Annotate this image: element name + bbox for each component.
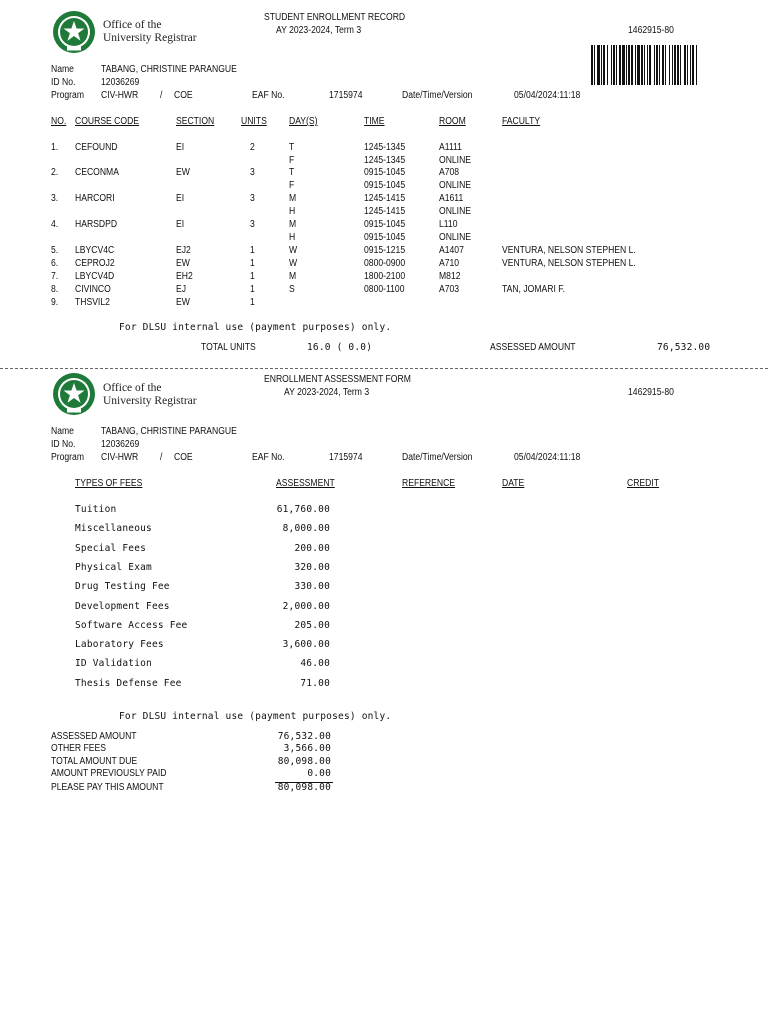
course-room: A703 bbox=[439, 284, 460, 295]
course-time: 0800-0900 bbox=[364, 258, 406, 269]
brand-line-2: University Registrar bbox=[103, 395, 197, 407]
summary-amount: 80,098.00 bbox=[277, 756, 331, 767]
tear-off-divider bbox=[0, 368, 768, 369]
summary-label: OTHER FEES bbox=[51, 743, 106, 754]
course-time: 0915-1045 bbox=[364, 232, 406, 243]
university-seal-icon bbox=[52, 372, 96, 416]
summary-label: PLEASE PAY THIS AMOUNT bbox=[51, 782, 164, 793]
course-time: 1245-1345 bbox=[364, 142, 406, 153]
summary-label: ASSESSED AMOUNT bbox=[51, 731, 137, 742]
course-units: 3 bbox=[250, 193, 255, 204]
header-no: NO. bbox=[51, 116, 67, 127]
course-no: 1. bbox=[51, 142, 59, 153]
course-no: 8. bbox=[51, 284, 59, 295]
course-time: 0800-1100 bbox=[364, 284, 405, 295]
course-time: 1245-1415 bbox=[364, 206, 406, 217]
course-room: ONLINE bbox=[439, 155, 472, 166]
course-day: H bbox=[289, 206, 296, 217]
course-units: 2 bbox=[250, 142, 255, 153]
course-faculty: VENTURA, NELSON STEPHEN L. bbox=[502, 245, 636, 256]
header-section: SECTION bbox=[176, 116, 215, 127]
name-label: Name bbox=[51, 64, 74, 75]
course-room: A1611 bbox=[439, 193, 464, 204]
course-room: A710 bbox=[439, 258, 460, 269]
assessment-title: ENROLLMENT ASSESSMENT FORM bbox=[264, 374, 411, 385]
fee-label: Special Fees bbox=[75, 542, 147, 554]
college-value: COE bbox=[174, 90, 193, 101]
record-assessed-label: ASSESSED AMOUNT bbox=[490, 342, 576, 353]
registrar-brand bbox=[103, 19, 197, 45]
course-code: HARCORI bbox=[75, 193, 115, 204]
course-day: M bbox=[289, 219, 297, 230]
eaf-label: EAF No. bbox=[252, 452, 285, 463]
course-section: EH2 bbox=[176, 271, 193, 282]
course-room: ONLINE bbox=[439, 232, 472, 243]
assessment-term: AY 2023-2024, Term 3 bbox=[284, 387, 370, 398]
course-code: THSVIL2 bbox=[75, 297, 110, 308]
summary-label: AMOUNT PREVIOUSLY PAID bbox=[51, 768, 167, 779]
fee-amount: 2,000.00 bbox=[282, 600, 330, 612]
course-units: 1 bbox=[250, 271, 255, 282]
summary-amount: 3,566.00 bbox=[283, 743, 331, 754]
course-section: EJ2 bbox=[176, 245, 191, 256]
course-room: A1111 bbox=[439, 142, 462, 153]
id-label: ID No. bbox=[51, 77, 76, 88]
course-day: W bbox=[289, 245, 298, 256]
registrar-brand bbox=[103, 382, 197, 408]
total-units-label: TOTAL UNITS bbox=[201, 342, 256, 353]
course-code: CECONMA bbox=[75, 167, 119, 178]
course-code: CEPROJ2 bbox=[75, 258, 115, 269]
header-time: TIME bbox=[364, 116, 385, 127]
course-faculty: TAN, JOMARI F. bbox=[502, 284, 565, 295]
course-code: LBYCV4D bbox=[75, 271, 115, 282]
course-time: 0915-1045 bbox=[364, 219, 406, 230]
brand-line-1: Office of the bbox=[103, 19, 162, 31]
barcode-icon bbox=[591, 45, 718, 85]
course-no: 3. bbox=[51, 193, 59, 204]
header-units: UNITS bbox=[241, 116, 267, 127]
university-seal-icon bbox=[52, 10, 96, 54]
course-room: A1407 bbox=[439, 245, 464, 256]
program-value: CIV-HWR bbox=[101, 90, 139, 101]
course-units: 1 bbox=[250, 297, 255, 308]
course-room: A708 bbox=[439, 167, 460, 178]
fee-label: Tuition bbox=[75, 504, 117, 515]
course-day: T bbox=[289, 142, 295, 153]
fee-label: Development Fees bbox=[75, 600, 170, 612]
summary-amount: 76,532.00 bbox=[277, 731, 331, 742]
program-separator: / bbox=[160, 452, 163, 463]
summary-label: TOTAL AMOUNT DUE bbox=[51, 756, 138, 767]
course-time: 0915-1045 bbox=[364, 167, 406, 178]
header-credit: CREDIT bbox=[627, 478, 660, 489]
course-no: 7. bbox=[51, 271, 59, 282]
fee-amount: 330.00 bbox=[294, 581, 330, 593]
course-no: 4. bbox=[51, 219, 59, 230]
record-assessed-value: 76,532.00 bbox=[657, 342, 711, 353]
course-time: 0915-1045 bbox=[364, 180, 406, 191]
course-time: 1800-2100 bbox=[364, 271, 406, 282]
course-section: EW bbox=[176, 297, 190, 308]
course-room: L110 bbox=[439, 219, 458, 230]
record-term: AY 2023-2024, Term 3 bbox=[276, 25, 362, 36]
course-units: 3 bbox=[250, 219, 255, 230]
eaf-label: EAF No. bbox=[252, 90, 285, 101]
course-code: CEFOUND bbox=[75, 142, 118, 153]
course-units: 1 bbox=[250, 245, 255, 256]
course-day: M bbox=[289, 271, 297, 282]
course-day: M bbox=[289, 193, 297, 204]
course-section: EI bbox=[176, 142, 185, 153]
record-title: STUDENT ENROLLMENT RECORD bbox=[264, 12, 406, 23]
course-units: 1 bbox=[250, 258, 255, 269]
fee-amount: 205.00 bbox=[294, 619, 330, 631]
dtv-label: Date/Time/Version bbox=[402, 90, 473, 101]
course-no: 9. bbox=[51, 297, 59, 308]
record-ref-no: 1462915-80 bbox=[628, 25, 674, 36]
course-section: EI bbox=[176, 219, 185, 230]
header-types-of-fees: TYPES OF FEES bbox=[75, 478, 143, 489]
brand-line-2: University Registrar bbox=[103, 32, 197, 44]
record-internal-note: For DLSU internal use (payment purposes) only. bbox=[119, 322, 392, 333]
course-time: 1245-1345 bbox=[364, 155, 406, 166]
course-day: F bbox=[289, 180, 295, 191]
fee-amount: 61,760.00 bbox=[276, 504, 330, 515]
course-units: 3 bbox=[250, 167, 255, 178]
course-time: 1245-1415 bbox=[364, 193, 406, 204]
summary-amount: 80,098.00 bbox=[277, 782, 331, 793]
course-no: 5. bbox=[51, 245, 59, 256]
fee-label: ID Validation bbox=[75, 658, 152, 670]
assessment-internal-note: For DLSU internal use (payment purposes) only. bbox=[119, 711, 392, 722]
header-days: DAY(S) bbox=[289, 116, 318, 127]
course-section: EW bbox=[176, 258, 190, 269]
total-units-value: 16.0 ( 0.0) bbox=[307, 342, 373, 353]
course-section: EJ bbox=[176, 284, 187, 295]
fee-label: Laboratory Fees bbox=[75, 639, 164, 651]
dtv-value: 05/04/2024:11:18 bbox=[514, 90, 581, 101]
pay-amount-rule bbox=[275, 782, 333, 783]
fee-amount: 200.00 bbox=[294, 542, 330, 554]
fee-label: Software Access Fee bbox=[75, 619, 188, 631]
fee-label: Miscellaneous bbox=[75, 523, 152, 535]
fee-amount: 46.00 bbox=[300, 658, 330, 670]
course-no: 2. bbox=[51, 167, 59, 178]
fee-label: Thesis Defense Fee bbox=[75, 677, 182, 689]
header-course-code: COURSE CODE bbox=[75, 116, 140, 127]
header-assessment: ASSESSMENT bbox=[276, 478, 335, 489]
course-room: ONLINE bbox=[439, 180, 472, 191]
header-date: DATE bbox=[502, 478, 525, 489]
course-units: 1 bbox=[250, 284, 255, 295]
course-room: M812 bbox=[439, 271, 461, 282]
header-room: ROOM bbox=[439, 116, 466, 127]
fee-amount: 3,600.00 bbox=[282, 639, 330, 651]
course-code: LBYCV4C bbox=[75, 245, 115, 256]
course-day: S bbox=[289, 284, 295, 295]
dtv-value: 05/04/2024:11:18 bbox=[514, 452, 581, 463]
fee-label: Physical Exam bbox=[75, 561, 152, 573]
header-reference: REFERENCE bbox=[402, 478, 456, 489]
course-room: ONLINE bbox=[439, 206, 472, 217]
fee-amount: 8,000.00 bbox=[282, 523, 330, 535]
student-id: 12036269 bbox=[101, 77, 140, 88]
eaf-value: 1715974 bbox=[329, 90, 363, 101]
fee-label: Drug Testing Fee bbox=[75, 581, 170, 593]
course-faculty: VENTURA, NELSON STEPHEN L. bbox=[502, 258, 636, 269]
dtv-label: Date/Time/Version bbox=[402, 452, 473, 463]
name-label: Name bbox=[51, 426, 74, 437]
program-separator: / bbox=[160, 90, 163, 101]
program-value: CIV-HWR bbox=[101, 452, 139, 463]
course-day: H bbox=[289, 232, 296, 243]
course-code: CIVINCO bbox=[75, 284, 111, 295]
eaf-value: 1715974 bbox=[329, 452, 363, 463]
assessment-ref-no: 1462915-80 bbox=[628, 387, 674, 398]
college-value: COE bbox=[174, 452, 193, 463]
fee-amount: 320.00 bbox=[294, 561, 330, 573]
course-section: EI bbox=[176, 193, 185, 204]
id-label: ID No. bbox=[51, 439, 76, 450]
course-no: 6. bbox=[51, 258, 59, 269]
brand-line-1: Office of the bbox=[103, 382, 162, 394]
course-time: 0915-1215 bbox=[364, 245, 406, 256]
summary-amount: 0.00 bbox=[307, 768, 331, 779]
course-day: T bbox=[289, 167, 295, 178]
course-day: F bbox=[289, 155, 295, 166]
student-name: TABANG, CHRISTINE PARANGUE bbox=[101, 426, 237, 437]
fee-amount: 71.00 bbox=[300, 677, 330, 689]
program-label: Program bbox=[51, 452, 84, 463]
course-code: HARSDPD bbox=[75, 219, 118, 230]
header-faculty: FACULTY bbox=[502, 116, 541, 127]
program-label: Program bbox=[51, 90, 84, 101]
course-section: EW bbox=[176, 167, 190, 178]
student-name: TABANG, CHRISTINE PARANGUE bbox=[101, 64, 237, 75]
student-id: 12036269 bbox=[101, 439, 140, 450]
course-day: W bbox=[289, 258, 298, 269]
